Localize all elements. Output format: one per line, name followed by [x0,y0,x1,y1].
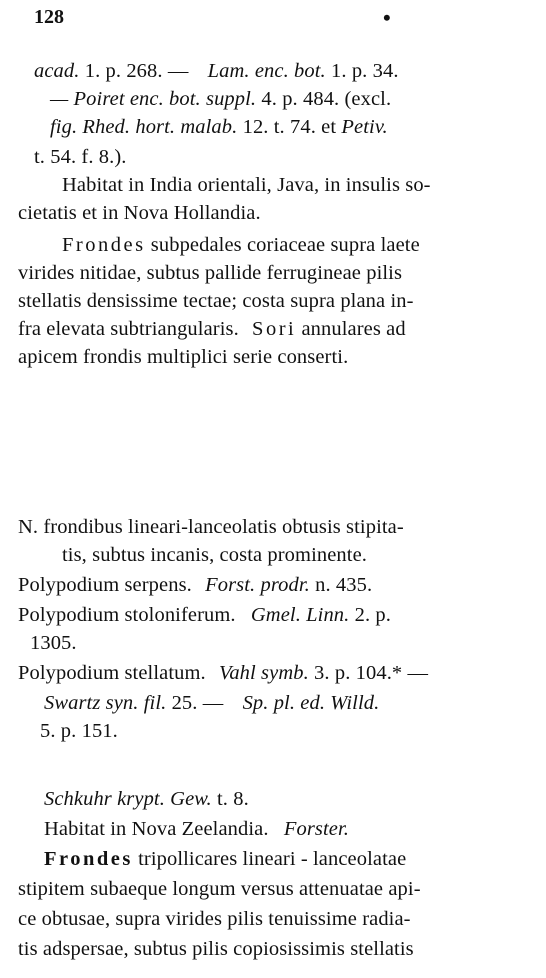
synonym-swartz [44,690,379,716]
synonym-stoloniferum [18,602,391,628]
synonym-ref: Sp. pl. ed. Willd. [242,692,380,714]
synonym-stoloniferum-cont: 1305. [30,632,77,654]
ref-acad: acad. [34,60,80,82]
habitat-line-1: Habitat in India orientali, Java, in insulis so- [62,174,431,196]
ref-lam: Lam. enc. bot. [207,60,326,82]
synonym-page: 2. p. [354,604,391,626]
habitat-nz [44,816,349,842]
ref-rhed-page: 12. t. 74. [242,116,316,138]
description2-line-3: ce obtusae, supra virides pilis tenuissime radia- [18,908,411,930]
description-line-4 [18,316,406,342]
synonym-serpens [18,572,372,598]
icon-ref-title: Schkuhr krypt. Gew. [44,788,212,810]
description-line-1 [62,232,420,258]
synonym-name: Polypodium serpens. [18,574,192,596]
ref-petiv: Petiv. [341,116,388,138]
description2-line-1 [44,846,406,872]
text-line-3 [50,114,388,140]
description-line-5: apicem frondis multiplici serie conserti. [18,346,349,368]
description2-line-4: tis adspersae, subtus pilis copiosissimis stellatis [18,938,414,960]
ref-poiret-page: 4. p. 484. (excl. [261,88,392,110]
ref-rhed: fig. Rhed. hort. malab. [50,116,238,138]
frondes-label: Frondes [62,234,146,256]
ref-poiret: — Poiret enc. bot. suppl. [50,88,257,110]
ref-lam-page: 1. p. 34. [331,60,399,82]
synonym-ref: Swartz syn. fil. [44,692,167,714]
header-mark: • [383,5,391,30]
text-line-1 [34,58,399,84]
description-line-3: stellatis densissime tectae; costa supra plana in- [18,290,414,312]
synonym-page: 25. — [171,692,224,714]
description-text: annulares ad [301,318,406,340]
species-heading [68,468,74,497]
description-text: fra elevata subtriangularis. [18,318,239,340]
synonym-stellatum [18,660,428,686]
conjunction: et [321,116,337,138]
synonym-name: Polypodium stellatum. [18,662,206,684]
text-line-4: t. 54. f. 8.). [34,146,127,168]
synonym-ref: Vahl symb. [218,662,309,684]
description2-line-2: stipitem subaeque longum versus attenuatae api- [18,878,421,900]
text-line-2 [50,86,391,112]
synonym-name: Polypodium stoloniferum. [18,604,236,626]
ref-acad-page: 1. p. 268. — [84,60,189,82]
description-text: tripollicares lineari - lanceolatae [138,848,407,870]
synonym-ref: Gmel. Linn. [250,604,350,626]
synonym-ref: Forst. prodr. [205,574,310,596]
synonym-page: 3. p. 104.* — [314,662,429,684]
collector-name: Forster. [283,818,349,840]
section-heading [158,426,166,452]
icon-ref-plate: t. 8. [217,788,249,810]
icon-reference [44,786,249,812]
frondes-label: Frondes [44,848,133,870]
diagnosis-line-2: tis, subtus incanis, costa prominente. [62,544,367,566]
habitat-text: Habitat in Nova Zeelandia. [44,818,269,840]
page-number: 128 [34,6,64,28]
sori-label: Sori [252,318,297,340]
description-text: subpedales coriaceae supra laete [150,234,420,256]
habitat-line-2: cietatis et in Nova Hollandia. [18,202,261,224]
description-line-2: virides nitidae, subtus pallide ferrugineae pilis [18,262,403,284]
synonym-page: n. 435. [315,574,373,596]
synonym-willd-page: 5. p. 151. [40,720,118,742]
diagnosis-line-1: N. frondibus lineari-lanceolatis obtusis stipita- [18,516,404,538]
